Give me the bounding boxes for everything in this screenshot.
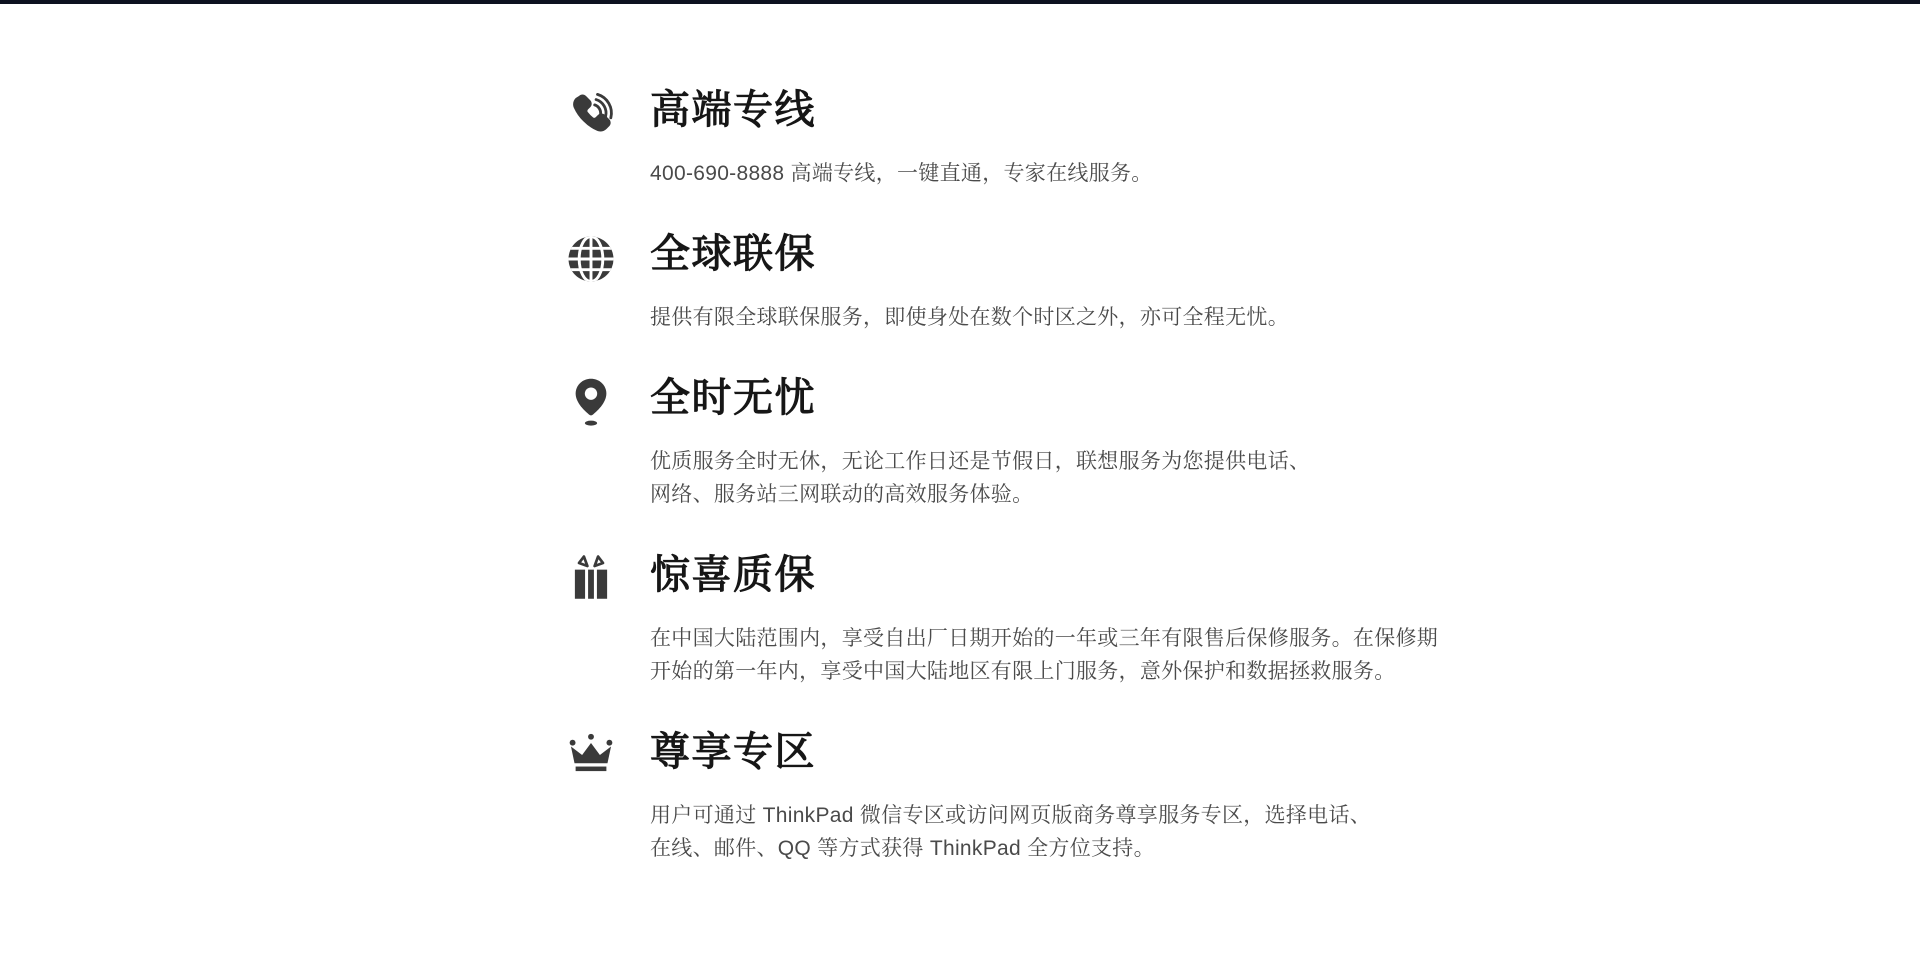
feature-section-all-time-service	[562, 374, 1920, 511]
phone-icon	[562, 88, 619, 140]
location-pin-icon	[562, 376, 619, 428]
feature-description-line: 用户可通过 ThinkPad 微信专区或访问网页版商务尊享服务专区，选择电话、	[650, 804, 1372, 827]
feature-section-warranty	[562, 551, 1920, 688]
feature-description-line: 网络、服务站三网联动的高效服务体验。	[650, 483, 1034, 506]
feature-description	[650, 445, 1310, 511]
feature-section-exclusive-zone	[562, 728, 1920, 865]
feature-description	[650, 622, 1438, 688]
feature-description	[650, 301, 1289, 334]
feature-description	[650, 799, 1371, 865]
feature-section-global-warranty	[562, 230, 1920, 334]
feature-description-line: 开始的第一年内，享受中国大陆地区有限上门服务，意外保护和数据拯救服务。	[650, 660, 1396, 683]
feature-title: 高端专线	[650, 88, 816, 132]
feature-title: 惊喜质保	[650, 553, 816, 597]
service-features-section	[0, 4, 1920, 865]
crown-icon	[562, 730, 619, 776]
feature-title: 全球联保	[650, 232, 816, 276]
feature-description	[650, 157, 1153, 190]
feature-section-hotline	[562, 86, 1920, 190]
feature-title: 尊享专区	[650, 730, 816, 774]
feature-description-line: 提供有限全球联保服务，即使身处在数个时区之外，亦可全程无忧。	[650, 306, 1289, 329]
feature-description-line: 在线、邮件、QQ 等方式获得 ThinkPad 全方位支持。	[650, 837, 1155, 860]
feature-description-line: 优质服务全时无休，无论工作日还是节假日，联想服务为您提供电话、	[650, 450, 1311, 473]
feature-title: 全时无忧	[650, 376, 816, 420]
feature-description-line: 在中国大陆范围内，享受自出厂日期开始的一年或三年有限售后保修服务。在保修期	[650, 627, 1439, 650]
globe-icon	[562, 232, 619, 286]
gift-icon	[562, 553, 619, 605]
feature-description-line: 400-690-8888 高端专线，一键直通，专家在线服务。	[650, 162, 1153, 185]
